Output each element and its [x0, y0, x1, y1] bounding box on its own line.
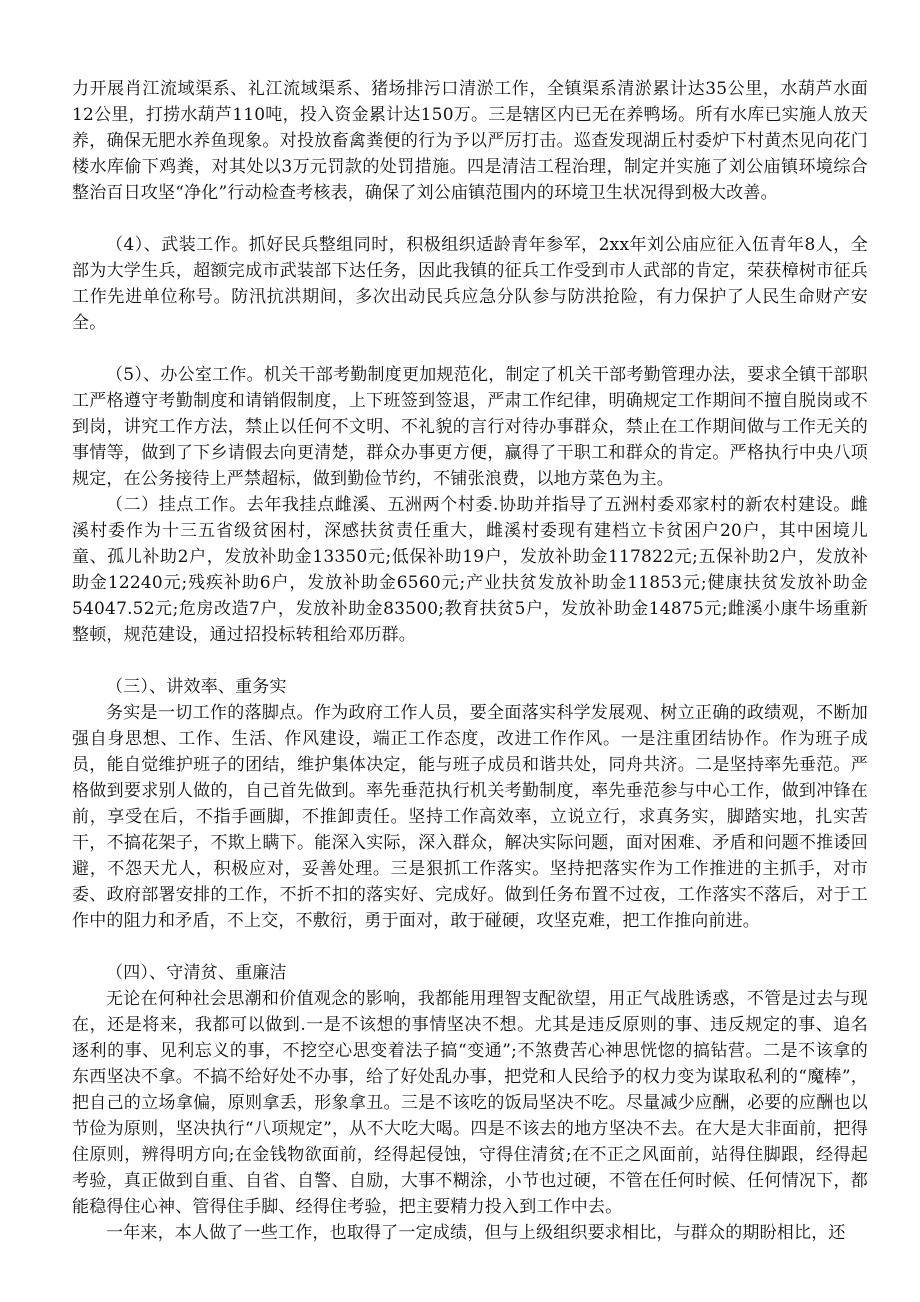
paragraph-integrity: 无论在何种社会思潮和价值观念的影响，我都能用理智支配欲望，用正气战胜诱惑，不管是过去与现在，还是将来，我都可以做到.一是不该想的事情坚决不想。尤其是违反原则的事、违反规定的事、追名逐利的事、见利忘义的事，不挖空心思变着法子搞“变通”;不煞费苦心神思恍惚的搞钻营。二是不该拿的东西坚决不拿。不搞不给好处不办事，给了好处乱办事，把党和人民给予的权力变为谋取私利的“魔棒”，把自己的立场拿偏，原则拿丢，形象拿丑。三是不该吃的饭局坚决不吃。尽量减少应酬，必要的应酬也以节俭为原则，坚决执行“八项规定”，从不大吃大喝。四是不该去的地方坚决不去。在大是大非面前，把得住原则，辨得明方向;在金钱物欲面前，经得起侵蚀，守得住清贫;在不正之风面前，站得住脚跟，经得起考验，真正做到自重、自省、自警、自励，大事不糊涂，小节也过硬，不管在任何时候、任何情况下，都能稳得住心神、管得住手脚、经得住考验，把主要精力投入到工作中去。 [72, 989, 868, 1217]
section-heading-integrity: （四）、守清贫、重廉洁 [106, 963, 287, 983]
paragraph-office-work: （5）、办公室工作。机关干部考勤制度更加规范化，制定了机关干部考勤管理办法，要求全镇干部职工严格遵守考勤制度和请销假制度，上下班签到签退，严肃工作纪律，明确规定工作期间不擅自脱岗或不到岗，讲究工作方法，禁止以任何不文明、不礼貌的言行对待办事群众，禁止在工作期间做与工作无关的事情等，做到了下乡请假去向更清楚，群众办事更方便，赢得了干职工和群众的肯定。严格执行中央八项规定，在公务接待上严禁超标，做到勤俭节约，不铺张浪费，以地方菜色为主。 [72, 365, 868, 489]
paragraph-summary: 一年来，本人做了一些工作，也取得了一定成绩，但与上级组织要求相比，与群众的期盼相比，还 [106, 1223, 846, 1243]
paragraph-environment-governance: 力开展肖江流域渠系、礼江流域渠系、猪场排污口清淤工作，全镇渠系清淤累计达35公里，水葫芦水面12公里，打捞水葫芦110吨，投入资金累计达150万。三是辖区内已无在养鸭场。所有水库已实施人放天养，确保无肥水养鱼现象。对投放畜禽粪便的行为予以严厉打击。巡查发现湖丘村委炉下村黄杰见向花门楼水库偷下鸡粪，对其处以3万元罚款的处罚措施。四是清洁工程治理，制定并实施了刘公庙镇环境综合整治百日攻坚“净化”行动检查考核表，确保了刘公庙镇范围内的环境卫生状况得到极大改善。 [72, 79, 868, 203]
paragraph-gap [72, 648, 868, 674]
section-heading-efficiency: （三）、讲效率、重务实 [106, 677, 287, 697]
paragraph-village-liaison: （二）挂点工作。去年我挂点雌溪、五洲两个村委.协助并指导了五洲村委邓家村的新农村建设。雌溪村委作为十三五省级贫困村，深感扶贫责任重大，雌溪村委现有建档立卡贫困户20户，其中困境儿童、孤儿补助2户，发放补助金13350元;低保补助19户，发放补助金117822元;五保补助2户，发放补助金12240元;残疾补助6户，发放补助金6560元;产业扶贫发放补助金11853元;健康扶贫发放补助金54047.52元;危房改造7户，发放补助金83500;教育扶贫5户，发放补助金14875元;雌溪小康牛场重新整顿，规范建设，通过招投标转租给邓历群。 [72, 495, 868, 645]
paragraph-gap [72, 206, 868, 232]
paragraph-gap [72, 934, 868, 960]
paragraph-military-work: （4）、武装工作。抓好民兵整组同时，积极组织适龄青年参军，2xx年刘公庙应征入伍青年8人，全部为大学生兵，超额完成市武装部下达任务，因此我镇的征兵工作受到市人武部的肯定，荣获樟树市征兵工作先进单位称号。防汛抗洪期间，多次出动民兵应急分队参与防洪抢险，有力保护了人民生命财产安全。 [72, 235, 868, 333]
paragraph-gap [72, 336, 868, 362]
paragraph-efficiency: 务实是一切工作的落脚点。作为政府工作人员，要全面落实科学发展观、树立正确的政绩观，不断加强自身思想、工作、生活、作风建设，端正工作态度，改进工作作风。一是注重团结协作。作为班子成员，能自觉维护班子的团结，维护集体决定，能与班子成员和谐共处，同舟共济。二是坚持率先垂范。严格做到要求别人做的，自己首先做到。率先垂范执行机关考勤制度，率先垂范参与中心工作，做到冲锋在前，享受在后，不指手画脚，不推卸责任。坚持工作高效率，立说立行，求真务实，脚踏实地，扎实苦干，不搞花架子，不欺上瞒下。能深入实际，深入群众，解决实际问题，面对困难、矛盾和问题不推诿回避，不怨天尤人，积极应对，妥善处理。三是狠抓工作落实。坚持把落实作为工作推进的主抓手，对市委、政府部署安排的工作，不折不扣的落实好、完成好。做到任务布置不过夜，工作落实不落后，对于工作中的阻力和矛盾，不上交，不敷衍，勇于面对，敢于碰硬，攻坚克难，把工作推向前进。 [72, 703, 868, 931]
